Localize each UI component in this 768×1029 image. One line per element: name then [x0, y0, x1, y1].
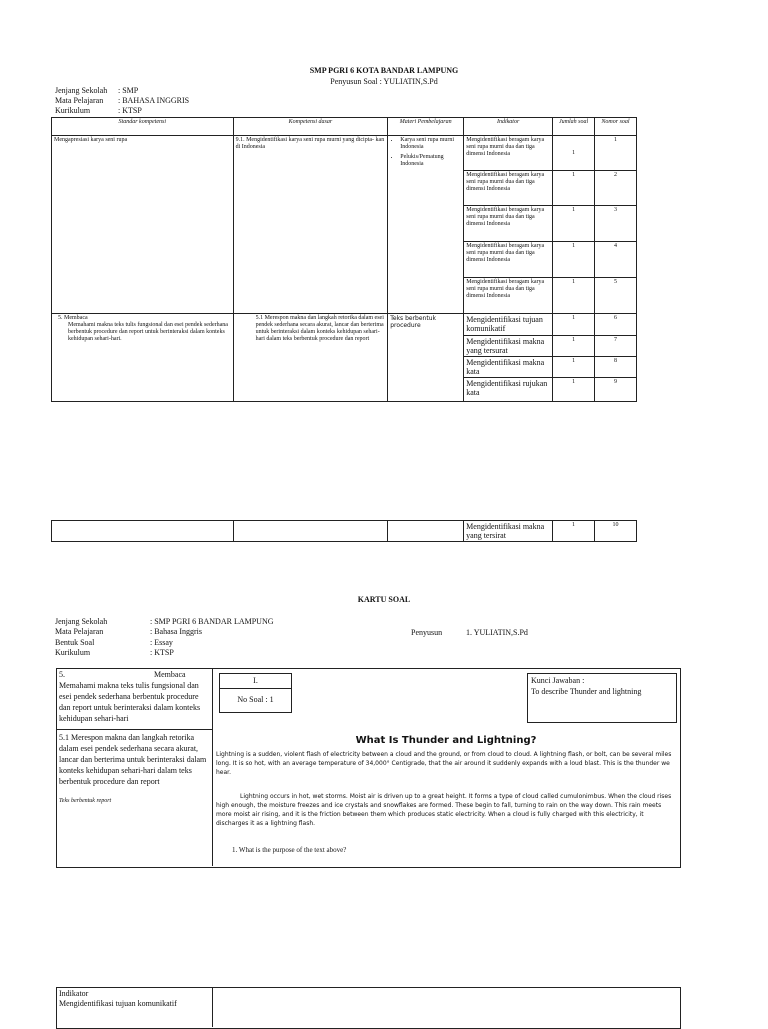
question-text: 1. What is the purpose of the text above?: [232, 846, 347, 854]
penyusun-label: Penyusun: [411, 628, 443, 637]
empty-cell: [52, 521, 234, 542]
kartu-info-subject-label: Mata Pelajaran: [55, 627, 104, 636]
header-info-school-value: : SMP: [118, 86, 139, 95]
nomor-cell: 7: [595, 336, 637, 357]
nomor-cell: 1: [595, 136, 637, 171]
header-info-subject-value: : BAHASA INGGRIS: [118, 96, 190, 105]
jumlah-cell: 1: [553, 242, 595, 278]
kartu-info-curriculum-label: Kurikulum: [55, 648, 91, 657]
reading-title: What Is Thunder and Lightning?: [355, 735, 537, 746]
nomor-cell: 6: [595, 314, 637, 336]
nomor-cell: 4: [595, 242, 637, 278]
no-soal-box: [219, 673, 292, 713]
nomor-cell: 2: [595, 171, 637, 206]
kartu-kd-body: 5.1 Merespon makna dan langkah retorika dalam esei pendek sederhana secara akurat, lancar dan berterima untuk berinteraksi dalam konteks kehidupan sehari-hari dalam teks berbentuk procedure dan report: [59, 733, 207, 786]
kartu-info-school-label: Jenjang Sekolah: [55, 617, 108, 626]
materi-text-2: Teks berbentuk procedure: [390, 315, 436, 329]
jumlah-cell: 1: [553, 378, 595, 402]
indikator-cell: Mengidentifikasi tujuan komunikatif: [464, 314, 553, 336]
col-header-jumlah: Jumlah soal: [553, 118, 595, 136]
kartu-sk-head: Membaca: [154, 670, 186, 679]
nomor-cell: 8: [595, 357, 637, 378]
header-info-subject-label: Mata Pelajaran: [55, 96, 104, 105]
col-header-indikator: Indikator: [464, 118, 553, 136]
nomor-cell: 9: [595, 378, 637, 402]
kisi-kisi-table-continued: [51, 520, 637, 542]
indikator-cell: Mengidentifikasi rujukan kata: [464, 378, 553, 402]
col-header-kompetensi: Kompetensi dasar: [233, 118, 388, 136]
sk-title-2: 5. Membaca: [58, 315, 88, 321]
composer-line: Penyusun Soal : YULIATIN,S.Pd: [330, 77, 438, 86]
sk-cell-1: [52, 136, 234, 314]
sk-text-1: Mengapresiasi karya seni rupa: [54, 137, 128, 143]
kd-cell-2: [233, 314, 388, 402]
indikator-cell: Mengidentifikasi makna yang tersirat: [464, 521, 553, 542]
kartu-title: KARTU SOAL: [357, 595, 411, 604]
header-info-curriculum-label: Kurikulum: [55, 106, 91, 115]
jumlah-cell: 1: [553, 314, 595, 336]
materi-item: • Karya seni rupa murni Indonesia: [400, 137, 461, 151]
reading-paragraph-2: Lightning occurs in hot, wet storms. Moist air is driven up to a great height. It forms a type of cloud called cumulonimbus. When the cloud rises high enough, the moisture freezes and ice crystals and snowflakes are formed. These begin to fall, turning to rain on the way down. This rain meets more moist air rising, and it is the friction between them which produces static electricity. When a cloud is fully charged with this electricity, it discharges it as a lightning flash.: [216, 793, 672, 827]
kartu-info-subject-value: : Bahasa Inggris: [150, 627, 202, 636]
no-soal-text: No Soal : 1: [237, 695, 274, 704]
jumlah-cell: 1: [553, 136, 595, 171]
answer-key-value: To describe Thunder and lightning: [531, 687, 642, 696]
kartu-sk-body: Memahami makna teks tulis fungsional dan esei pendek sederhana berbentuk procedure dan report untuk berinteraksi dalam konteks kehidupan sehari-hari: [59, 681, 201, 723]
indikator-box: [56, 987, 681, 1029]
answer-key-box: [527, 673, 677, 723]
kd-cell-1: [233, 136, 388, 314]
indikator-value: Mengidentifikasi tujuan komunikatif: [59, 999, 177, 1008]
col-header-standar: Standar kompetensi: [52, 118, 234, 136]
indikator-label: Indikator: [59, 989, 89, 998]
nomor-cell: 10: [595, 521, 637, 542]
indikator-cell: Mengidentifikasi makna kata: [464, 357, 553, 378]
header-info-school-label: Jenjang Sekolah: [55, 86, 108, 95]
col-header-nomor: Nomor soal: [595, 118, 637, 136]
jumlah-cell: 1: [553, 521, 595, 542]
jumlah-cell: 1: [553, 357, 595, 378]
card-divider: [212, 668, 213, 866]
materi-item: • Pelukis/Pematung Indonesia: [400, 154, 461, 168]
jumlah-cell: 1: [553, 171, 595, 206]
kartu-teks-label: Teks berbentuk report: [59, 798, 112, 804]
kartu-sk-num: 5.: [59, 670, 65, 679]
roman-numeral: I.: [220, 674, 291, 689]
header-info-curriculum-value: : KTSP: [118, 106, 142, 115]
empty-cell: [233, 521, 388, 542]
col-header-materi: Materi Pembelajaran: [388, 118, 464, 136]
penyusun-value: 1. YULIATIN,S.Pd: [466, 628, 528, 637]
jumlah-cell: 1: [553, 278, 595, 314]
indikator-cell: Mengidentifikasi beragam karya seni rupa murni dua dan tiga dimensi Indonesia: [464, 242, 553, 278]
indikator-cell: Mengidentifikasi beragam karya seni rupa murni dua dan tiga dimensi Indonesia: [464, 136, 553, 171]
kd-text-2: 5.1 Merespon makna dan langkah retorika dalam esei pendek sederhana secara akurat, lancar dan berterima untuk berinteraksi dalam konteks kehidupan sehari-hari dalam teks berbentuk procedure dan report: [255, 315, 384, 342]
indikator-cell: Mengidentifikasi makna yang tersurat: [464, 336, 553, 357]
kd-text-1: 9.1. Mengidentifikasi karya seni rupa murni yang dicipta- kan di Indonesia: [235, 137, 385, 150]
indikator-cell: Mengidentifikasi beragam karya seni rupa murni dua dan tiga dimensi Indonesia: [464, 206, 553, 242]
card-left-divider: [56, 729, 213, 730]
kartu-info-type-label: Bentuk Soal: [55, 638, 95, 647]
sk-body-2: Memahami makna teks tulis fungsional dan esei pendek sederhana berbentuk procedure dan report untuk berinteraksi dalam konteks kehidupan sehari-hari.: [68, 322, 228, 342]
jumlah-cell: 1: [553, 206, 595, 242]
reading-paragraph-1: Lightning is a sudden, violent flash of electricity between a cloud and the ground, or from cloud to cloud. A lightning flash, or bolt, can be several miles long. It is so hot, with an average temperature of 34,000° Centigrade, that the air around it suddenly expands with a loud blast. This is the thunder we hear.: [216, 751, 672, 776]
kisi-kisi-table: [51, 117, 637, 402]
kartu-info-type-value: : Essay: [150, 638, 173, 647]
sk-cell-2: [52, 314, 234, 402]
indikator-divider: [212, 987, 213, 1027]
jumlah-cell: 1: [553, 336, 595, 357]
kartu-info-curriculum-value: : KTSP: [150, 648, 174, 657]
nomor-cell: 3: [595, 206, 637, 242]
materi-cell-2: [388, 314, 464, 402]
materi-cell-1: [388, 136, 464, 314]
indikator-cell: Mengidentifikasi beragam karya seni rupa murni dua dan tiga dimensi Indonesia: [464, 171, 553, 206]
answer-key-label: Kunci Jawaban :: [531, 676, 585, 685]
school-title: SMP PGRI 6 KOTA BANDAR LAMPUNG: [309, 66, 459, 75]
nomor-cell: 5: [595, 278, 637, 314]
empty-cell: [388, 521, 464, 542]
kartu-info-school-value: : SMP PGRI 6 BANDAR LAMPUNG: [150, 617, 274, 626]
indikator-cell: Mengidentifikasi beragam karya seni rupa murni dua dan tiga dimensi Indonesia: [464, 278, 553, 314]
